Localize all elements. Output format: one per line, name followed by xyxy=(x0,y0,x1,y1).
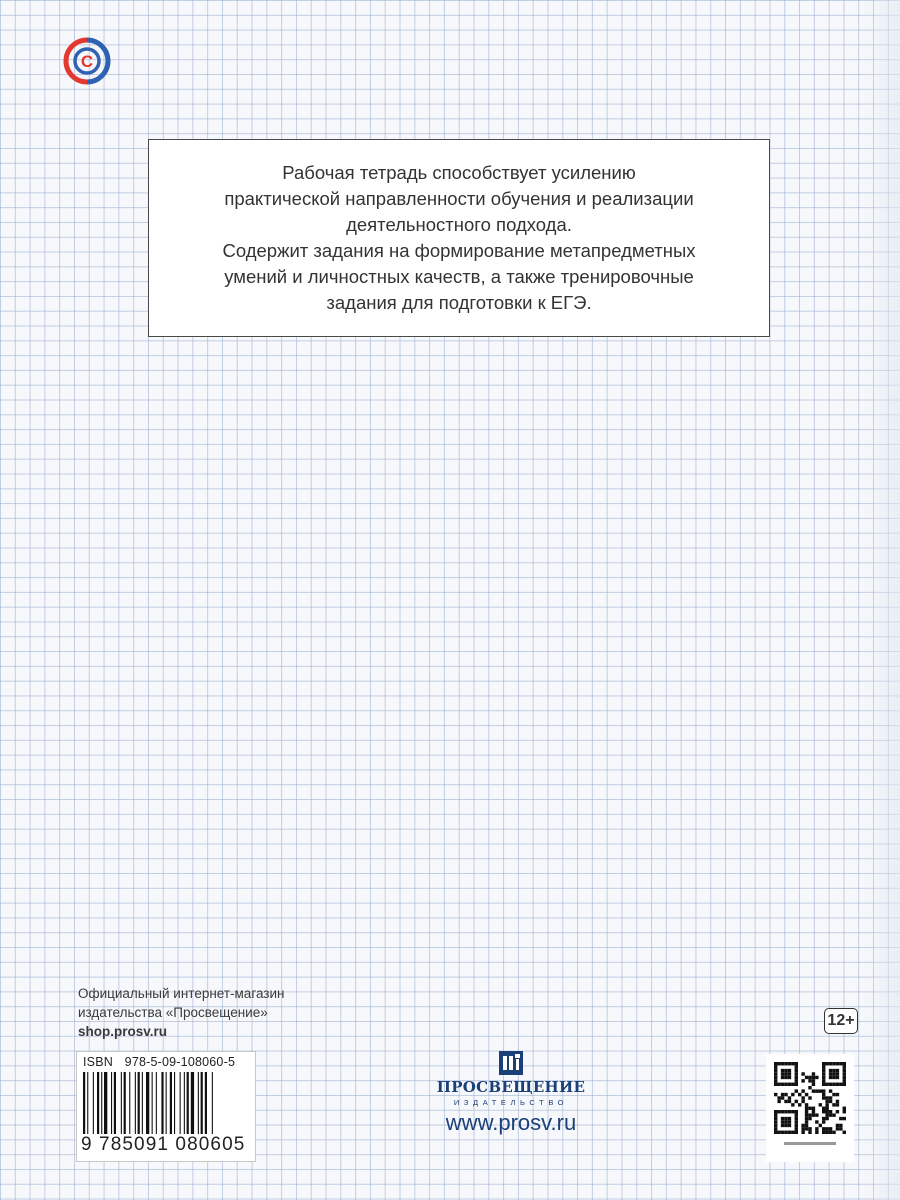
shop-url-link[interactable]: shop.prosv.ru xyxy=(78,1024,168,1039)
publisher-site-link[interactable]: www.prosv.ru xyxy=(445,1110,577,1135)
shop-line-2: издательства «Просвещение» xyxy=(78,1005,268,1020)
shop-line-1: Официальный интернет-магазин xyxy=(78,986,285,1001)
page-edge-shadow xyxy=(862,0,900,1200)
svg-text:C: C xyxy=(80,52,94,71)
isbn-text xyxy=(83,1055,235,1069)
description-box xyxy=(148,139,770,337)
publisher-name: ПРОСВЕЩЕНИЕ xyxy=(436,1078,586,1096)
qr-code-icon xyxy=(774,1062,846,1154)
description-line: деятельностного подхода. xyxy=(346,214,572,235)
description-line: Рабочая тетрадь способствует усилению xyxy=(282,162,636,183)
publisher-subtitle: ИЗДАТЕЛЬСТВО xyxy=(453,1098,569,1107)
age-rating-badge: 12+ xyxy=(824,1008,858,1034)
shop-info xyxy=(78,984,285,1041)
barcode-icon xyxy=(83,1072,249,1134)
publisher-emblem-icon xyxy=(498,1050,524,1076)
isbn-value: 978-5-09-108060-5 xyxy=(124,1055,236,1069)
description-line: Содержит задания на формирование метапредметных xyxy=(222,240,696,261)
publisher-block xyxy=(432,1050,590,1162)
description-line: практической направленности обучения и реализации xyxy=(224,188,694,209)
isbn-label: ISBN xyxy=(83,1055,113,1069)
isbn-barcode xyxy=(76,1051,256,1162)
qr-code[interactable] xyxy=(766,1054,854,1162)
description-line: задания для подготовки к ЕГЭ. xyxy=(326,292,592,313)
copyright-logo-icon xyxy=(62,36,112,86)
barcode-number: 9 785091 080605 xyxy=(81,1134,246,1155)
description-line: умений и личностных качеств, а также тренировочные xyxy=(224,266,694,287)
